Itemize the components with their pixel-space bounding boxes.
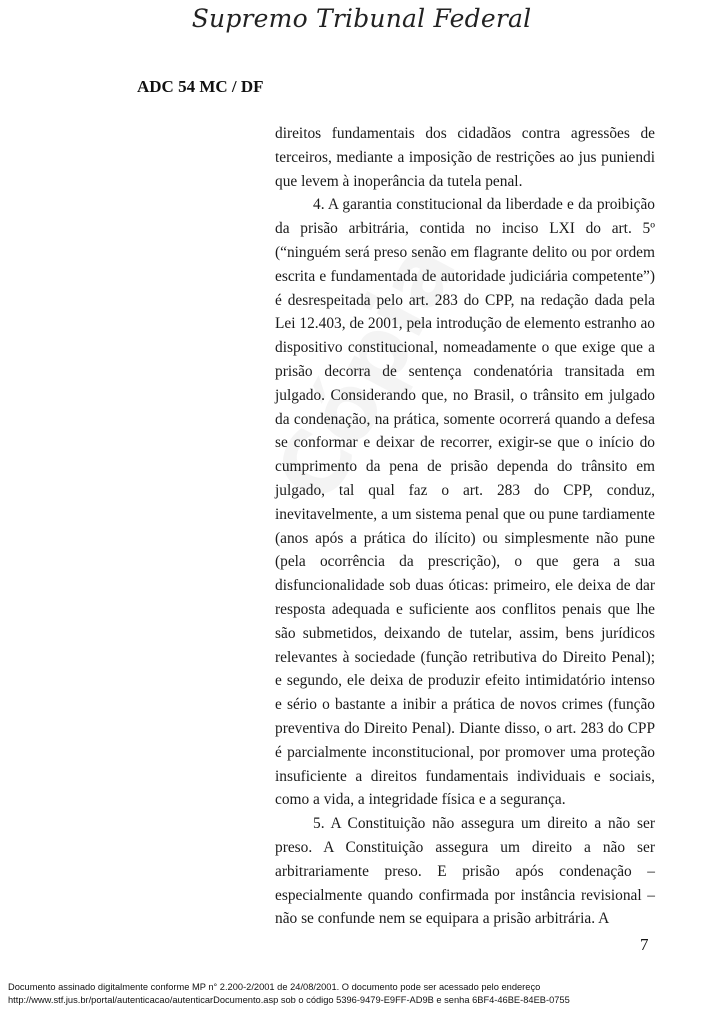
signature-footer bbox=[8, 981, 720, 1007]
page-number: 7 bbox=[640, 935, 649, 954]
case-identifier: ADC 54 MC / DF bbox=[137, 77, 264, 96]
footer-authentication-link[interactable]: http://www.stf.jus.br/portal/autenticacao/autenticarDocumento.asp sob o código 5396-9479-E9FF-AD9B e senha 6BF4-46BE-84EB-0755 bbox=[8, 995, 570, 1005]
body-paragraph-4: 4. A garantia constitucional da liberdade e da proibição da prisão arbitrária, contida no inciso LXI do art. 5º (“ninguém será preso senão em flagrante delito ou por ordem escrita e fundamentada de autoridade judiciária competente”) é desrespeitada pelo art. 283 do CPP, na redação dada pela Lei 12.403, de 2001, pela introdução de elemento estranho ao dispositivo constitucional, nomeadamente o que exige que a prisão decorra de sentença condenatória transitada em julgado. Considerando que, no Brasil, o trânsito em julgado da condenação, na prática, somente ocorrerá quando a defesa se conformar e deixar de recorrer, exigir-se que o início do cumprimento da pena de prisão dependa do trânsito em julgado, tal qual faz o art. 283 do CPP, conduz, inevitavelmente, a um sistema penal que ou pune tardiamente (anos após a prática do ilícito) ou simplesmente não pune (pela ocorrência da prescrição), o que gera a sua disfuncionalidade sob duas óticas: primeiro, ele deixa de dar resposta adequada e suficiente aos conflitos penais que lhe são submetidos, deixando de tutelar, assim, bens jurídicos relevantes à sociedade (função retributiva do Direito Penal); e segundo, ele deixa de produzir efeito intimidatório intenso e sério o bastante a inibir a prática de novos crimes (função preventiva do Direito Penal). Diante disso, o art. 283 do CPP é parcialmente inconstitucional, por promover uma proteção insuficiente a direitos fundamentais individuais e sociais, como a vida, a integridade física e a segurança. bbox=[275, 196, 655, 809]
body-paragraph-5: 5. A Constituição não assegura um direito a não ser preso. A Constituição assegura um direito a não ser arbitrariamente preso. E prisão após condenação – especialmente quando confirmada por instância revisional – não se confunde nem se equipara a prisão arbitrária. A bbox=[275, 815, 655, 928]
court-header-title: Supremo Tribunal Federal bbox=[191, 4, 532, 33]
document-body bbox=[275, 122, 655, 931]
body-paragraph-continued: direitos fundamentais dos cidadãos contra agressões de terceiros, mediante a imposição de restrições ao jus puniendi que levem à inoperância da tutela penal. bbox=[275, 125, 655, 190]
footer-signature-note: Documento assinado digitalmente conforme MP n° 2.200-2/2001 de 24/08/2001. O documento pode ser acessado pelo endereço bbox=[8, 982, 541, 992]
